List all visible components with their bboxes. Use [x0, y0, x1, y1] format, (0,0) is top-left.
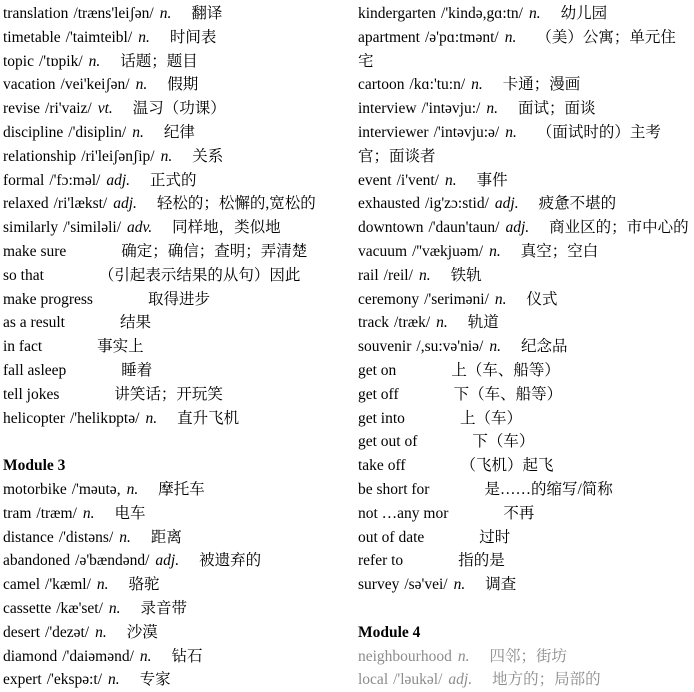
- entry-ipa: /træm/: [36, 504, 77, 522]
- entry-ipa: /'fɔ:məl/: [49, 171, 101, 189]
- vocab-entry: [3, 145, 345, 169]
- entry-translation: 指的是: [458, 552, 505, 570]
- entry-pos: n.: [82, 504, 95, 522]
- entry-word: track: [358, 314, 389, 332]
- entry-ipa: /'distəns/: [58, 528, 114, 546]
- entry-word: in fact: [3, 338, 43, 356]
- entry-word: get into: [358, 409, 405, 427]
- entry-pos: n.: [95, 623, 107, 641]
- vocab-phrase: [358, 454, 691, 478]
- entry-pos: n.: [139, 647, 152, 665]
- entry-word: tell jokes: [3, 385, 60, 403]
- entry-word: cassette: [3, 599, 52, 617]
- entry-translation: 幼儿园: [560, 5, 608, 22]
- entry-word: get out of: [358, 433, 418, 451]
- entry-ipa: /'məutə,: [71, 480, 121, 498]
- entry-word: rail: [358, 266, 379, 284]
- vocab-entry: [358, 335, 691, 359]
- entry-pos: n.: [436, 314, 448, 332]
- entry-pos: n.: [418, 266, 431, 284]
- entry-ipa: /'daun'taun/: [428, 219, 500, 237]
- entry-word: translation: [3, 5, 69, 22]
- entry-word: camel: [3, 576, 41, 594]
- entry-word: event: [358, 171, 392, 189]
- module-heading-label: Module 4: [358, 623, 421, 641]
- entry-translation: 电车: [114, 504, 146, 522]
- entry-translation: 是……的缩写/简称: [484, 480, 613, 498]
- entry-ipa: /'taimteibl/: [65, 28, 133, 46]
- entry-word: neighbourhood: [358, 647, 452, 665]
- entry-translation: 直升飞机: [177, 409, 240, 427]
- entry-translation: 纪念品: [520, 338, 568, 356]
- entry-word: get on: [358, 361, 397, 379]
- entry-pos: n.: [489, 242, 501, 260]
- entry-translation: 同样地，类似地: [172, 219, 281, 237]
- entry-translation: 关系: [192, 147, 224, 165]
- entry-translation: 卡通；漫画: [502, 76, 581, 94]
- entry-translation: 假期: [167, 76, 199, 94]
- entry-ipa: /'tɒpik/: [39, 52, 83, 70]
- entry-pos: n.: [505, 123, 517, 141]
- entry-pos: adj.: [448, 671, 473, 689]
- vocab-entry: [358, 645, 691, 669]
- entry-ipa: /ri'leiʃənʃip/: [81, 147, 155, 165]
- vocab-phrase: [3, 311, 345, 335]
- entry-ipa: /ig'zɔ:stid/: [424, 195, 489, 213]
- entry-word: exhausted: [358, 195, 420, 213]
- entry-word: similarly: [3, 219, 59, 237]
- vocab-phrase: [358, 383, 691, 407]
- entry-pos: adj.: [106, 171, 131, 189]
- vocab-column-right: [347, 2, 694, 692]
- entry-translation: 疲惫不堪的: [538, 195, 617, 213]
- entry-ipa: /træk/: [393, 314, 431, 332]
- entry-word: ceremony: [358, 290, 420, 308]
- entry-pos: n.: [159, 5, 172, 22]
- entry-translation: （引起表示结果的从句）因此: [98, 266, 301, 284]
- entry-ipa: /'similəli/: [63, 219, 122, 237]
- entry-pos: vt.: [97, 100, 113, 118]
- entry-translation: 商业区的；市中心的: [549, 219, 689, 237]
- vocab-entry: [3, 97, 345, 121]
- vocab-entry: [358, 192, 691, 216]
- vocab-phrase: [3, 288, 345, 312]
- entry-ipa: /kæ'set/: [56, 599, 103, 617]
- entry-pos: n.: [444, 171, 457, 189]
- vocab-phrase: [3, 359, 345, 383]
- vocab-entry: [3, 526, 345, 550]
- entry-ipa: /ri'lækst/: [53, 195, 108, 213]
- entry-pos: n.: [145, 409, 158, 427]
- entry-word: relaxed: [3, 195, 49, 213]
- vocab-entry: [3, 121, 345, 145]
- entry-word: local: [358, 671, 389, 689]
- entry-translation: 沙漠: [126, 623, 158, 641]
- vocab-entry: [358, 169, 691, 193]
- entry-word: as a result: [3, 314, 65, 332]
- entry-ipa: /'daiəmənd/: [62, 647, 134, 665]
- entry-word: expert: [3, 671, 42, 689]
- vocab-entry: [3, 73, 345, 97]
- entry-translation: 过时: [479, 528, 511, 546]
- entry-translation: 翻译: [191, 5, 223, 22]
- vocab-entry: [3, 549, 345, 573]
- entry-translation: （飞机）起飞: [460, 457, 554, 475]
- module-heading: [3, 454, 345, 478]
- entry-translation: 真空；空白: [520, 242, 599, 260]
- entry-pos: n.: [457, 647, 470, 665]
- entry-pos: n.: [471, 76, 483, 94]
- entry-ipa: /reil/: [383, 266, 413, 284]
- vocab-entry: [358, 26, 691, 74]
- entry-ipa: /ə'bændənd/: [75, 552, 150, 570]
- entry-translation: 事件: [476, 171, 508, 189]
- entry-translation: 上（车、船等）: [451, 361, 560, 379]
- entry-translation: 上（车）: [459, 409, 522, 427]
- entry-word: topic: [3, 52, 34, 70]
- vocab-phrase: [358, 430, 691, 454]
- entry-ipa: /træns'leiʃən/: [73, 5, 154, 22]
- entry-word: souvenir: [358, 338, 412, 356]
- vocab-phrase: [3, 240, 345, 264]
- entry-ipa: /sə'vei/: [404, 576, 448, 594]
- entry-translation: 温习（功课）: [132, 100, 226, 118]
- entry-pos: n.: [132, 123, 144, 141]
- entry-ipa: /'kæml/: [45, 576, 91, 594]
- entry-word: formal: [3, 171, 45, 189]
- entry-word: fall asleep: [3, 361, 67, 379]
- entry-translation: 讲笑话；开玩笑: [114, 385, 223, 403]
- vocab-entry: [358, 311, 691, 335]
- entry-ipa: /''vækjuəm/: [412, 242, 484, 260]
- entry-pos: n.: [160, 147, 173, 165]
- entry-pos: adv.: [127, 219, 153, 237]
- entry-word: be short for: [358, 480, 430, 498]
- entry-translation: 摩托车: [158, 480, 205, 498]
- entry-pos: n.: [504, 28, 517, 46]
- entry-translation: 钻石: [171, 647, 203, 665]
- vocab-entry: [3, 502, 345, 526]
- vocab-phrase: [358, 359, 691, 383]
- entry-ipa: /ri'vaiz/: [45, 100, 92, 118]
- entry-pos: adj.: [505, 219, 530, 237]
- vocab-entry: [358, 2, 691, 26]
- entry-word: make sure: [3, 242, 67, 260]
- entry-translation: 下（车、船等）: [453, 385, 563, 403]
- entry-pos: n.: [119, 528, 131, 546]
- entry-translation: 纪律: [163, 123, 195, 141]
- entry-word: survey: [358, 576, 400, 594]
- entry-word: so that: [3, 266, 44, 284]
- entry-translation: 事实上: [97, 338, 144, 356]
- entry-word: out of date: [358, 528, 425, 546]
- vocab-entry: [3, 478, 345, 502]
- entry-pos: n.: [489, 338, 501, 356]
- entry-word: refer to: [358, 552, 404, 570]
- vocab-column-left: [0, 2, 347, 692]
- entry-word: discipline: [3, 123, 64, 141]
- entry-pos: n.: [453, 576, 466, 594]
- entry-translation: 话题；题目: [120, 52, 198, 70]
- entry-translation: 确定；确信；查明；弄清楚: [121, 242, 308, 260]
- entry-pos: adj.: [113, 195, 137, 213]
- entry-word: vacuum: [358, 242, 408, 260]
- entry-translation: 调查: [485, 576, 517, 594]
- entry-translation: 结果: [119, 314, 151, 332]
- vocab-entry: [358, 264, 691, 288]
- entry-word: get off: [358, 385, 399, 403]
- entry-translation: 睡着: [121, 361, 153, 379]
- entry-word: motorbike: [3, 480, 67, 498]
- entry-word: downtown: [358, 219, 424, 237]
- entry-word: distance: [3, 528, 54, 546]
- entry-pos: n.: [138, 28, 150, 46]
- vocab-entry: [3, 621, 345, 645]
- entry-ipa: /'kində,gɑ:tn/: [441, 5, 523, 22]
- entry-translation: 正式的: [150, 171, 197, 189]
- entry-word: diamond: [3, 647, 58, 665]
- entry-translation: 下（车）: [472, 433, 535, 451]
- entry-word: abandoned: [3, 552, 71, 570]
- vocab-entry: [3, 407, 345, 431]
- entry-translation: 面试；面谈: [517, 100, 596, 118]
- entry-word: timetable: [3, 28, 61, 46]
- module-heading: [358, 621, 691, 645]
- entry-ipa: /kɑ:'tu:n/: [409, 76, 466, 94]
- entry-translation: 轨道: [467, 314, 499, 332]
- vocab-entry: [3, 645, 345, 669]
- entry-translation: 仪式: [526, 290, 558, 308]
- vocab-phrase: [358, 407, 691, 431]
- blank-line: [3, 430, 345, 454]
- vocab-entry: [358, 573, 691, 597]
- entry-word: desert: [3, 623, 41, 641]
- vocab-entry: [3, 192, 345, 216]
- entry-translation: 铁轨: [450, 266, 482, 284]
- entry-translation: 骆驼: [128, 576, 160, 594]
- vocab-entry: [358, 97, 691, 121]
- entry-translation: （面试时的）主考官；面谈者: [358, 123, 661, 165]
- blank-line: [358, 597, 691, 621]
- entry-word: take off: [358, 457, 406, 475]
- vocab-entry: [358, 216, 691, 240]
- entry-ipa: /'ləukəl/: [393, 671, 443, 689]
- entry-ipa: /,su:və'niə/: [416, 338, 484, 356]
- entry-word: make progress: [3, 290, 93, 308]
- entry-translation: 专家: [139, 671, 171, 689]
- entry-ipa: /'helikɒptə/: [69, 409, 140, 427]
- entry-pos: n.: [96, 576, 109, 594]
- entry-word: kindergarten: [358, 5, 437, 22]
- entry-word: cartoon: [358, 76, 405, 94]
- vocab-entry: [3, 169, 345, 193]
- entry-translation: 不再: [503, 504, 535, 522]
- entry-ipa: /'seriməni/: [424, 290, 489, 308]
- vocab-entry: [3, 216, 345, 240]
- entry-ipa: /ə'pɑ:tmənt/: [424, 28, 499, 46]
- entry-translation: 时间表: [169, 28, 217, 46]
- entry-pos: n.: [135, 76, 148, 94]
- entry-pos: n.: [108, 599, 121, 617]
- entry-translation: 距离: [150, 528, 182, 546]
- vocab-phrase: [3, 335, 345, 359]
- entry-word: revise: [3, 100, 41, 118]
- entry-word: helicopter: [3, 409, 65, 427]
- vocab-entry: [3, 668, 345, 692]
- entry-translation: （美）公寓；单元住宅: [358, 28, 676, 70]
- vocab-entry: [358, 668, 691, 692]
- entry-translation: 地方的；局部的: [492, 671, 601, 689]
- entry-translation: 录音带: [140, 599, 188, 617]
- vocab-entry: [3, 26, 345, 50]
- entry-ipa: /'intəvju:/: [421, 100, 481, 118]
- vocab-entry: [358, 121, 691, 169]
- vocab-entry: [3, 2, 345, 26]
- vocab-phrase: [358, 478, 691, 502]
- vocab-entry: [3, 597, 345, 621]
- entry-pos: n.: [88, 52, 101, 70]
- entry-ipa: /'intəvju:ə/: [433, 123, 500, 141]
- entry-ipa: /'dezət/: [45, 623, 90, 641]
- entry-pos: n.: [528, 5, 541, 22]
- vocab-phrase: [358, 526, 691, 550]
- entry-word: relationship: [3, 147, 77, 165]
- entry-pos: n.: [486, 100, 498, 118]
- entry-word: vacation: [3, 76, 56, 94]
- entry-pos: n.: [108, 671, 120, 689]
- entry-translation: 被遗弃的: [199, 552, 262, 570]
- entry-pos: n.: [126, 480, 139, 498]
- entry-word: tram: [3, 504, 32, 522]
- module-heading-label: Module 3: [3, 457, 66, 475]
- vocab-entry: [358, 288, 691, 312]
- vocab-entry: [358, 73, 691, 97]
- entry-ipa: /'ekspə:t/: [46, 671, 103, 689]
- entry-word: not …any mor: [358, 504, 449, 522]
- entry-translation: 轻松的；松懈的,宽松的: [156, 195, 316, 213]
- entry-ipa: /'disiplin/: [68, 123, 127, 141]
- entry-word: apartment: [358, 28, 420, 46]
- entry-translation: 四邻；街坊: [489, 647, 567, 665]
- entry-ipa: /i'vent/: [396, 171, 439, 189]
- entry-word: interviewer: [358, 123, 429, 141]
- entry-pos: adj.: [155, 552, 180, 570]
- vocab-phrase: [358, 502, 691, 526]
- vocab-entry: [358, 240, 691, 264]
- vocab-entry: [3, 573, 345, 597]
- vocab-phrase: [358, 549, 691, 573]
- vocab-phrase: [3, 264, 345, 288]
- vocab-entry: [3, 50, 345, 74]
- entry-word: interview: [358, 100, 417, 118]
- entry-translation: 取得进步: [147, 290, 210, 308]
- entry-pos: n.: [494, 290, 507, 308]
- entry-ipa: /vei'keiʃən/: [60, 76, 130, 94]
- vocab-phrase: [3, 383, 345, 407]
- entry-pos: adj.: [494, 195, 519, 213]
